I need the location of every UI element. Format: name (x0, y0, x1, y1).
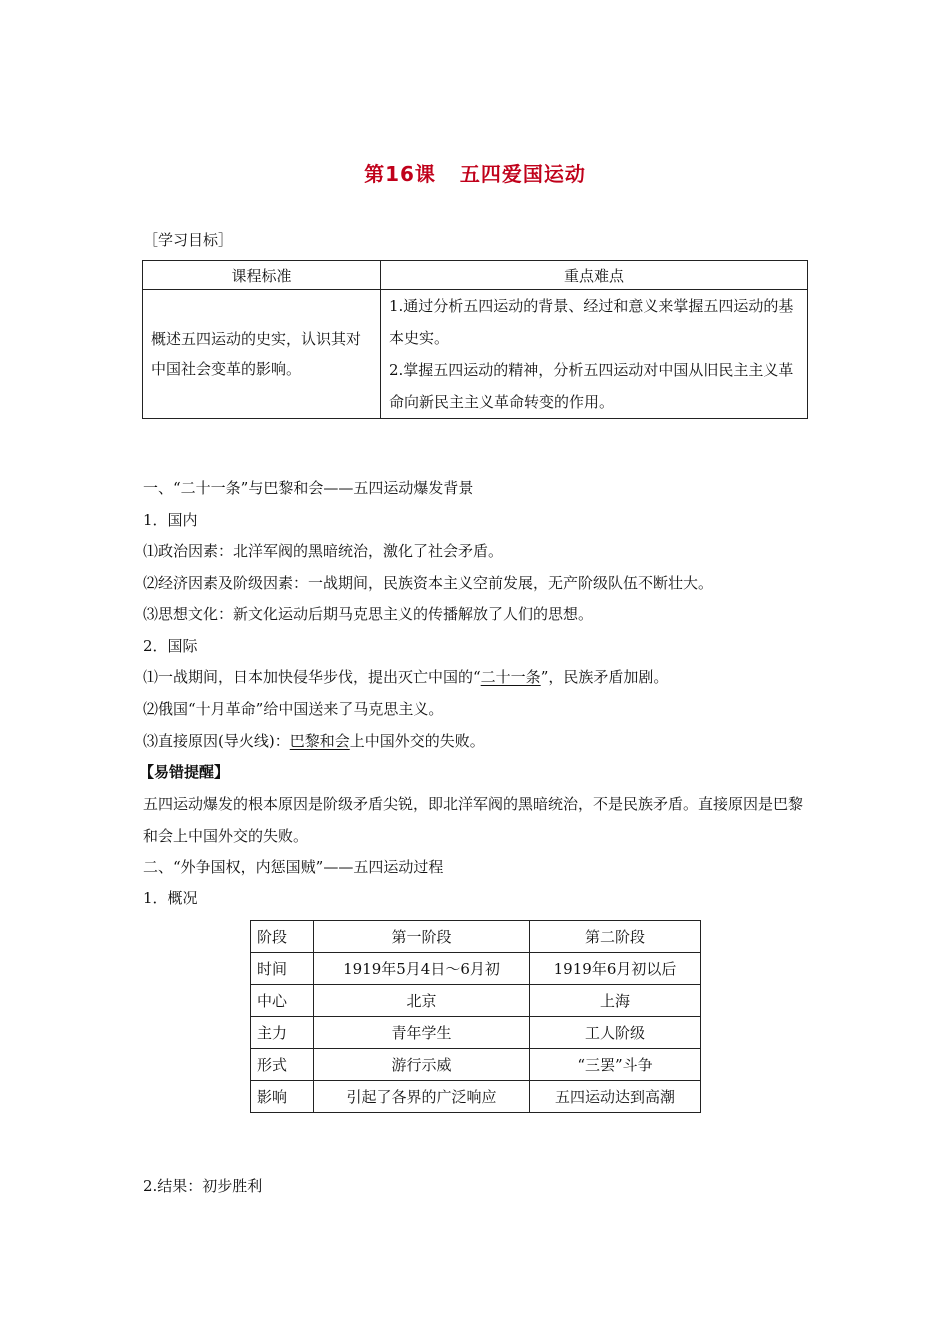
table-row (251, 953, 701, 985)
intl-1-before: ⑴一战期间，日本加快侵华步伐，提出灭亡中国的“ (143, 668, 481, 686)
stage-1-cell: 引起了各界的广泛响应 (314, 1081, 530, 1113)
lesson-name: 五四爱国运动 (459, 162, 586, 186)
header-stage-1: 第一阶段 (314, 921, 530, 953)
reminder-label: 【易错提醒】 (139, 763, 230, 781)
international-item-1 (143, 667, 668, 687)
header-standard: 课程标准 (143, 261, 381, 290)
stage-2-cell: 1919年6月初以后 (530, 953, 701, 985)
intl-3-after: 上中国外交的失败。 (349, 732, 485, 750)
row-label: 形式 (251, 1049, 314, 1081)
stage-1-cell: 1919年5月4日～6月初 (314, 953, 530, 985)
lesson-number: 第16课 (364, 162, 436, 186)
international-item-2: ⑵俄国“十月革命”给中国送来了马克思主义。 (143, 700, 444, 718)
intl-1-after: ”，民族矛盾加剧。 (540, 668, 669, 686)
stages-table (250, 920, 701, 1113)
overview-label: 1．概况 (143, 889, 198, 907)
stages-header-row (251, 921, 701, 953)
objectives-content-row (143, 290, 808, 419)
table-row (251, 1017, 701, 1049)
objectives-label: ［学习目标］ (143, 231, 234, 249)
header-stage-2: 第二阶段 (530, 921, 701, 953)
key-point-2: 2.掌握五四运动的精神，分析五四运动对中国从旧民主主义革命向新民主主义革命转变的作用。 (389, 361, 794, 411)
row-label: 主力 (251, 1017, 314, 1049)
header-stage: 阶段 (251, 921, 314, 953)
international-label: 2．国际 (143, 637, 198, 655)
international-item-3 (143, 731, 485, 751)
stage-2-cell: 五四运动达到高潮 (530, 1081, 701, 1113)
objectives-header-row (143, 261, 808, 290)
result-line: 2.结果：初步胜利 (143, 1177, 263, 1195)
key-point-1: 1.通过分析五四运动的背景、经过和意义来掌握五四运动的基本史实。 (389, 297, 794, 347)
stage-1-cell: 游行示威 (314, 1049, 530, 1081)
domestic-item-1: ⑴政治因素：北洋军阀的黑暗统治，激化了社会矛盾。 (143, 542, 504, 560)
domestic-item-3: ⑶思想文化：新文化运动后期马克思主义的传播解放了人们的思想。 (143, 605, 594, 623)
section2-heading: 二、“外争国权，内惩国贼”——五四运动过程 (143, 858, 444, 876)
objectives-table (142, 260, 808, 419)
domestic-label: 1．国内 (143, 511, 198, 529)
section1-heading: 一、“二十一条”与巴黎和会——五四运动爆发背景 (143, 479, 474, 497)
intl-3-before: ⑶直接原因(导火线)： (143, 732, 290, 750)
stage-1-cell: 青年学生 (314, 1017, 530, 1049)
table-row (251, 985, 701, 1017)
stage-2-cell: “三罢”斗争 (530, 1049, 701, 1081)
reminder-text: 五四运动爆发的根本原因是阶级矛盾尖锐，即北洋军阀的黑暗统治，不是民族矛盾。直接原因是巴黎和会上中国外交的失败。 (143, 795, 804, 845)
paris-conference-term: 巴黎和会 (289, 732, 350, 750)
table-row (251, 1049, 701, 1081)
table-row (251, 1081, 701, 1113)
curriculum-standard-cell: 概述五四运动的史实，认识其对中国社会变革的影响。 (143, 290, 381, 419)
stage-2-cell: 工人阶级 (530, 1017, 701, 1049)
domestic-item-2: ⑵经济因素及阶级因素：一战期间，民族资本主义空前发展，无产阶级队伍不断壮大。 (143, 574, 714, 592)
row-label: 影响 (251, 1081, 314, 1113)
twenty-one-demands-term: 二十一条 (480, 668, 541, 686)
key-points-cell (381, 290, 808, 419)
row-label: 中心 (251, 985, 314, 1017)
stage-1-cell: 北京 (314, 985, 530, 1017)
header-key-points: 重点难点 (381, 261, 808, 290)
row-label: 时间 (251, 953, 314, 985)
page-title (0, 158, 950, 187)
stage-2-cell: 上海 (530, 985, 701, 1017)
